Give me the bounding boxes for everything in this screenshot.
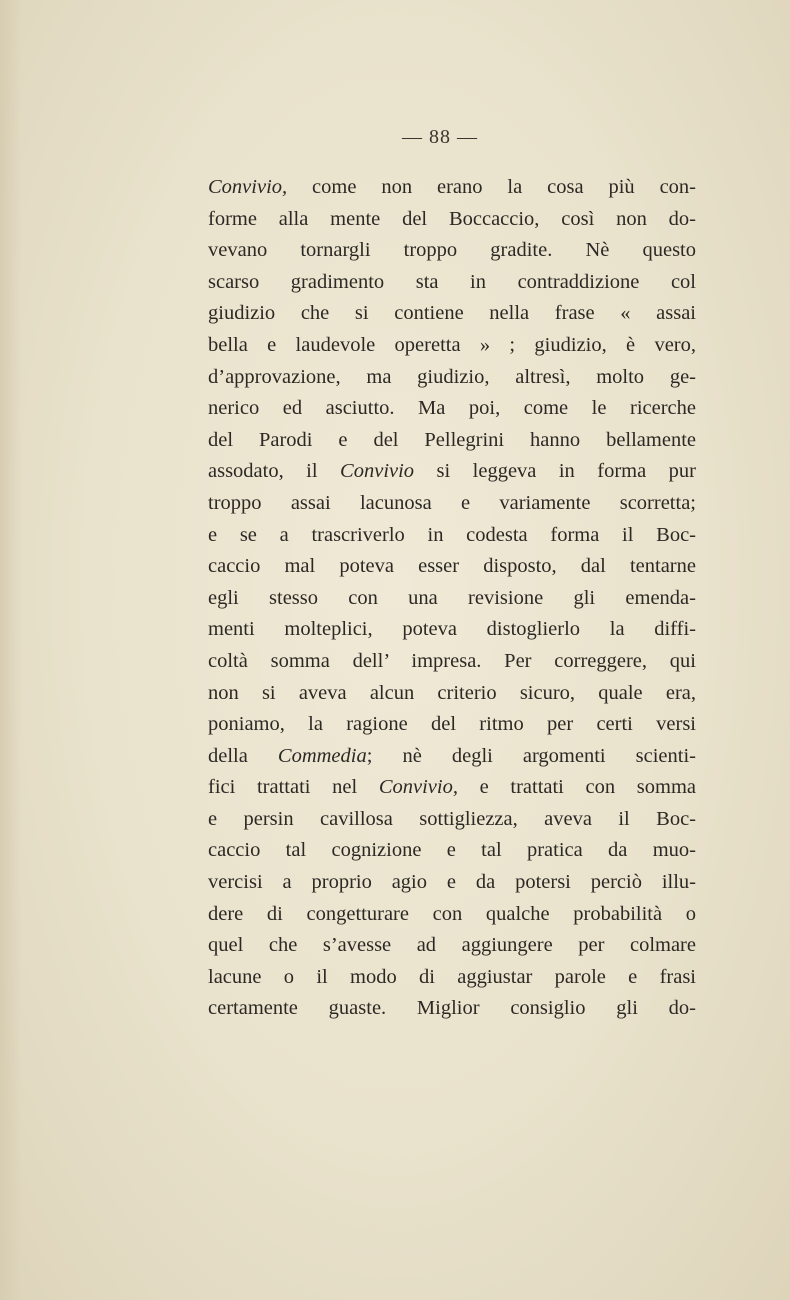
text-line [208, 899, 696, 931]
text-run: e persin cavillosa sottigliezza, aveva il Boc- [208, 807, 696, 830]
text-run: scarso gradimento sta in contraddizione col [208, 270, 696, 293]
text-run: menti molteplici, poteva distoglierlo la diffi- [208, 618, 696, 641]
text-run: del Parodi e del Pellegrini hanno bellamente [208, 428, 696, 451]
text-run: d’approvazione, ma giudizio, altresì, molto ge- [208, 365, 696, 388]
text-line [208, 330, 696, 362]
text-run: coltà somma dell’ impresa. Per correggere, qui [208, 649, 696, 672]
italic-title: Convivio, [208, 176, 288, 198]
text-run: lacune o il modo di aggiustar parole e frasi [208, 965, 696, 988]
text-run: e trattati con somma [457, 776, 696, 799]
text-run: non si aveva alcun criterio sicuro, quale era, [208, 681, 696, 704]
text-line [208, 456, 696, 488]
text-line [208, 772, 696, 804]
text-run: come non erano la cosa più con- [287, 176, 696, 198]
text-line [208, 298, 696, 330]
text-run: dere di congetturare con qualche probabilità o [208, 902, 696, 925]
body-text [208, 172, 696, 1025]
text-line [208, 678, 696, 710]
text-run: forme alla mente del Boccaccio, così non do- [208, 207, 696, 230]
text-line [208, 993, 696, 1025]
text-line [208, 583, 696, 615]
text-line [208, 709, 696, 741]
page-gutter-shadow [0, 0, 22, 1300]
text-run: della [208, 744, 278, 767]
text-line [208, 930, 696, 962]
text-run: giudizio che si contiene nella frase « assai [208, 302, 696, 325]
page-number: — 88 — [402, 126, 478, 148]
text-run: ; nè degli argomenti scienti- [366, 744, 696, 767]
text-line [208, 962, 696, 994]
text-run: vevano tornargli troppo gradite. Nè questo [208, 239, 696, 262]
text-line [208, 235, 696, 267]
text-run: poniamo, la ragione del ritmo per certi versi [208, 713, 696, 736]
text-run: caccio tal cognizione e tal pratica da muo- [208, 839, 696, 862]
text-line [208, 551, 696, 583]
text-run: egli stesso con una revisione gli emenda- [208, 586, 696, 609]
text-line [208, 614, 696, 646]
italic-title: Commedia [277, 744, 367, 767]
italic-title: Convivio [340, 460, 415, 483]
text-line [208, 488, 696, 520]
text-line [208, 172, 696, 204]
text-run: bella e laudevole operetta » ; giudizio, è vero, [208, 333, 696, 356]
text-run: nerico ed asciutto. Ma poi, come le ricerche [208, 397, 696, 420]
text-line [208, 835, 696, 867]
text-run: troppo assai lacunosa e variamente scorretta; [208, 491, 696, 514]
text-line [208, 267, 696, 299]
text-line [208, 204, 696, 236]
text-line [208, 425, 696, 457]
text-line [208, 646, 696, 678]
italic-title: Convivio, [378, 776, 458, 799]
text-line [208, 393, 696, 425]
text-line [208, 520, 696, 552]
text-line [208, 804, 696, 836]
text-run: assodato, il [208, 460, 341, 483]
text-run: fici trattati nel [208, 776, 379, 799]
text-line [208, 741, 696, 773]
text-run: quel che s’avesse ad aggiungere per colmare [208, 934, 696, 957]
text-line [208, 362, 696, 394]
text-run: caccio mal poteva esser disposto, dal tentarne [208, 555, 696, 578]
text-run: e se a trascriverlo in codesta forma il Boc- [208, 523, 696, 546]
text-run: vercisi a proprio agio e da potersi perciò illu- [208, 871, 696, 894]
text-run: si leggeva in forma pur [414, 460, 696, 483]
text-run: certamente guaste. Miglior consiglio gli do- [208, 997, 696, 1020]
text-line [208, 867, 696, 899]
